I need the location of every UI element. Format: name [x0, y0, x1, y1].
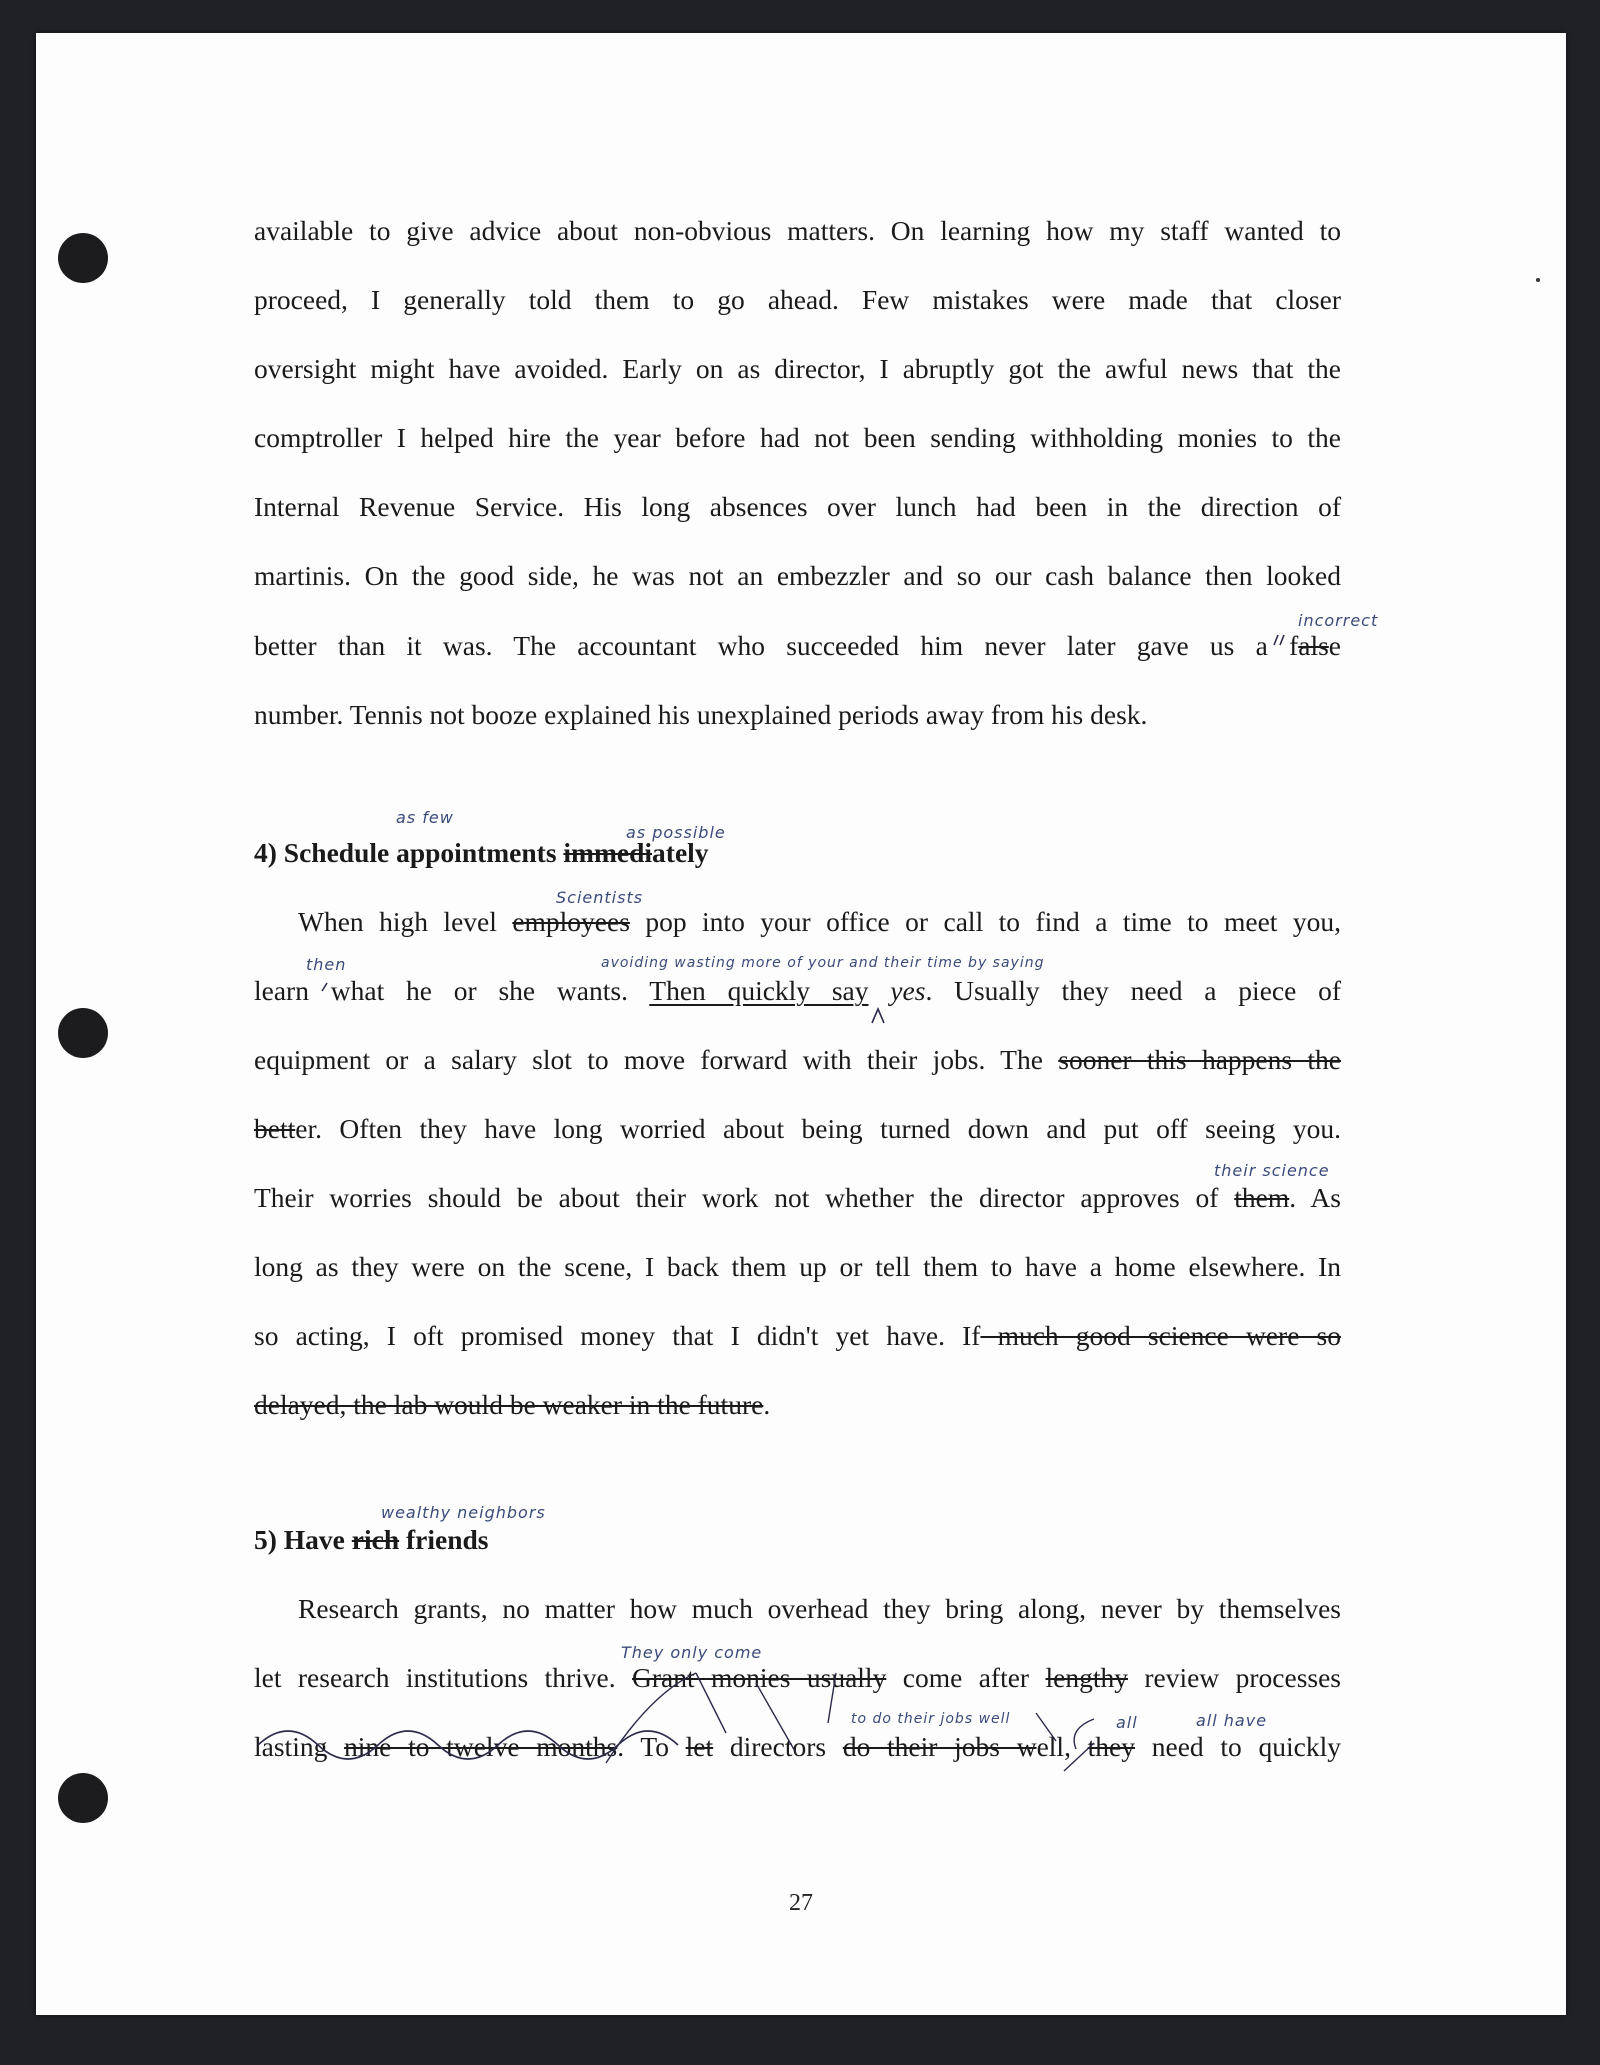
handwritten-note-as-few: as few [396, 808, 454, 827]
text-line [254, 1182, 1341, 1214]
insertion-caret [872, 1009, 884, 1023]
binder-hole-middle [58, 1008, 108, 1058]
text-segment: need to quickly [1135, 1731, 1341, 1762]
text-line [254, 1320, 1341, 1352]
text-line: comptroller I helped hire the year before had not been sending withholding monies to the [254, 422, 1341, 453]
handwritten-note-then: then [306, 955, 347, 974]
text-segment: When high level [298, 906, 513, 937]
text-segment: what he or she wants. [308, 975, 650, 1006]
struck-text: do their jobs w [842, 1731, 1037, 1762]
heading-text: ately [652, 837, 709, 868]
underlined-text: Then quickly say [649, 975, 869, 1006]
heading-text: friends [399, 1524, 489, 1555]
struck-text: let [685, 1731, 714, 1762]
text-segment: er. Often they have long worried about being turned down and put off seeing you. [295, 1113, 1341, 1144]
text-segment: e [1328, 630, 1342, 661]
text-line [254, 1113, 1341, 1145]
struck-text: als [1298, 630, 1329, 661]
text-line [254, 1389, 1341, 1421]
text-segment: let research institutions thrive. [254, 1662, 632, 1693]
text-segment: so acting, I oft promised money that I didn't yet have. If [254, 1320, 981, 1351]
text-segment: equipment or a salary slot to move forward with their jobs. The [254, 1044, 1059, 1075]
italic-text: yes [868, 975, 926, 1006]
text-line [254, 630, 1341, 662]
text-segment: ell, [1036, 1731, 1088, 1762]
text-line [254, 1044, 1341, 1076]
struck-text: delayed, the lab would be weaker in the future [254, 1389, 764, 1420]
text-line: oversight might have avoided. Early on as director, I abruptly got the awful news that the [254, 353, 1341, 384]
binder-hole-top [58, 233, 108, 283]
handwritten-note-incorrect: incorrect [1298, 611, 1379, 630]
handwritten-note-scientists: Scientists [556, 888, 644, 907]
struck-text: employees [512, 906, 630, 937]
text-line: Research grants, no matter how much overhead they bring along, never by themselves [298, 1593, 1341, 1624]
text-segment: f [1289, 630, 1299, 661]
text-segment: . Usually they need a piece of [925, 975, 1342, 1006]
document-page [36, 33, 1566, 2015]
handwritten-note-all-have: all have [1196, 1711, 1268, 1730]
paper-speck [1536, 278, 1540, 282]
text-segment: lasting [254, 1731, 345, 1762]
text-line [254, 975, 1341, 1007]
struck-text: lengthy [1045, 1662, 1128, 1693]
text-segment: . [763, 1389, 771, 1420]
binder-hole-bottom [58, 1773, 108, 1823]
handwritten-note-they-only-come: They only come [621, 1643, 763, 1662]
struck-text: Grant monies usually [632, 1662, 887, 1693]
struck-text: bett [254, 1113, 296, 1144]
handwritten-note-as-possible: as possible [626, 823, 726, 842]
text-line: number. Tennis not booze explained his unexplained periods away from his desk. [254, 699, 1148, 730]
pen-marks [36, 33, 1566, 2015]
text-line: martinis. On the good side, he was not an embezzler and so our cash balance then looked [254, 560, 1341, 591]
text-line [298, 906, 1341, 938]
section-heading [254, 837, 1341, 869]
text-segment: . As [1289, 1182, 1341, 1213]
text-segment: come after [886, 1662, 1046, 1693]
text-line: proceed, I generally told them to go ahead. Few mistakes were made that closer [254, 284, 1341, 315]
text-line [254, 1731, 1341, 1763]
text-segment: better than it was. The accountant who succeeded him never later gave us a [254, 630, 1268, 661]
handwritten-note-avoiding: avoiding wasting more of your and their time by saying [601, 955, 1045, 971]
page-number: 27 [789, 1890, 813, 1916]
struck-text: nine to twelve months [344, 1731, 618, 1762]
text-segment: Their worries should be about their work not whether the director approves of [254, 1182, 1235, 1213]
struck-text: they [1087, 1731, 1136, 1762]
text-line: Internal Revenue Service. His long absences over lunch had been in the direction of [254, 491, 1341, 522]
text-segment: review processes [1127, 1662, 1342, 1693]
text-line: available to give advice about non-obvious matters. On learning how my staff wanted to [254, 215, 1341, 246]
struck-text: them [1234, 1182, 1290, 1213]
handwritten-note-all: all [1116, 1713, 1138, 1732]
handwritten-note-to-do-their-jobs: to do their jobs well [851, 1711, 1011, 1727]
struck-text: immedi [563, 837, 653, 868]
heading-text: 5) Have [254, 1524, 352, 1555]
handwritten-note-wealthy-neighbors: wealthy neighbors [381, 1503, 546, 1522]
struck-text: rich [351, 1524, 400, 1555]
text-segment: directors [713, 1731, 843, 1762]
text-line [254, 1662, 1341, 1694]
struck-text: sooner this happens the [1058, 1044, 1341, 1075]
text-segment: . To [617, 1731, 686, 1762]
struck-text: much good science were so [980, 1320, 1341, 1351]
heading-text: 4) Schedule appointments [254, 837, 564, 868]
text-segment: pop into your office or call to find a time to meet you, [629, 906, 1341, 937]
section-heading [254, 1524, 1341, 1556]
text-segment: learn [254, 975, 309, 1006]
text-line: long as they were on the scene, I back them up or tell them to have a home elsewhere. In [254, 1251, 1341, 1282]
handwritten-note-their-science: their science [1214, 1161, 1330, 1180]
